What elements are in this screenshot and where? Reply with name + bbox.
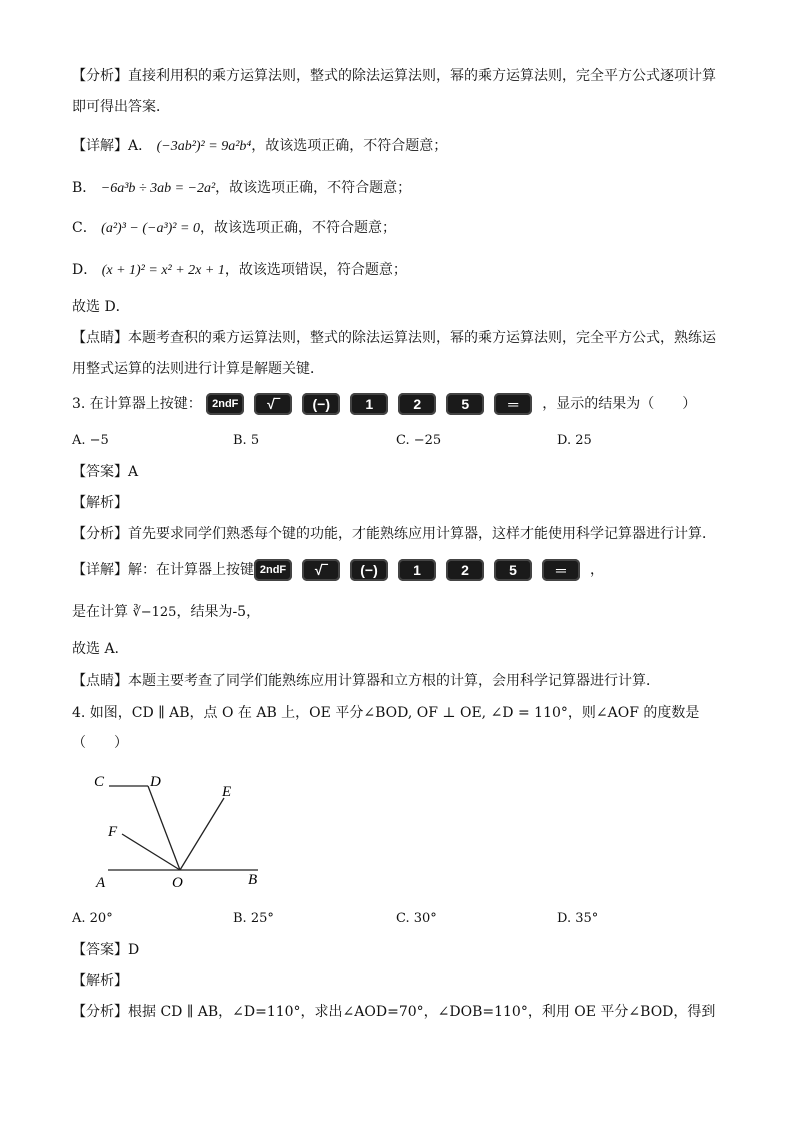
option-a-text: ，故该选项正确，不符合题意； [251, 138, 448, 154]
answer-value: A [128, 464, 139, 480]
option-c-text: ，故该选项正确，不符合题意； [199, 220, 396, 236]
q4-analysis [72, 1002, 722, 1022]
label-o: O [172, 875, 183, 891]
comment-tag: 【点睛】 [72, 330, 128, 346]
key-negative: (−) [350, 559, 388, 581]
q3-detail-keys [254, 558, 590, 582]
q3-option-c: C. −25 [396, 433, 442, 448]
q3-parse-tag: 【解析】 [72, 495, 128, 511]
option-d-math: (x + 1)² = x² + 2x + 1 [101, 263, 225, 278]
option-d-prefix: D． [72, 262, 98, 278]
option-a-prefix: A． [128, 138, 153, 154]
q4-answer [72, 940, 722, 960]
comment-text: 本题考查积的乘方运算法则，整式的除法运算法则，幂的乘方运算法则，完全平方公式，熟练运 [128, 330, 716, 346]
q3-answer [72, 462, 722, 482]
label-c: C [94, 774, 105, 790]
q3-calc [72, 602, 722, 623]
analysis-tag: 【分析】 [72, 1004, 128, 1020]
key-1: 1 [398, 559, 436, 581]
detail-tag: 【详解】 [72, 138, 128, 154]
key-sqrt: √‾ [254, 393, 292, 415]
detail-option-b [72, 178, 722, 199]
q3-option-d: D. 25 [557, 433, 592, 448]
geometry-figure [88, 764, 278, 894]
q3-stem-prefix: 3. 在计算器上按键： [72, 396, 202, 412]
analysis-text: 首先要求同学们熟悉每个键的功能，才能熟练应用计算器，这样才能使用科学记算器进行计算． [128, 526, 716, 542]
detail-tag: 【详解】 [72, 562, 128, 578]
label-a: A [96, 875, 106, 891]
answer-tag: 【答案】 [72, 464, 128, 480]
detail-option-c [72, 218, 722, 239]
q4-stem-paren: （ ） [72, 735, 128, 751]
q4-stem: 4. 如图，CD ∥ AB，点 O 在 AB 上，OE 平分∠BOD, OF ⊥ OE, ∠D = 110°，则∠AOF 的度数是 [72, 705, 700, 721]
label-b: B [248, 872, 258, 888]
analysis-line-2 [72, 97, 722, 117]
analysis-tag: 【分析】 [72, 526, 128, 542]
detail-option-a [72, 136, 722, 157]
ray-oe [180, 798, 224, 870]
q3-keys [206, 392, 542, 416]
option-b-prefix: B． [72, 180, 97, 196]
q3-detail [72, 558, 722, 582]
q4-option-d: D. 35° [557, 911, 599, 926]
analysis-text: 根据 CD ∥ AB，∠D=110°，求出∠AOD=70°，∠DOB=110°，利用 OE 平分∠BOD，得到 [128, 1004, 716, 1020]
key-2: 2 [446, 559, 484, 581]
detail-prefix: 解：在计算器上按键 [128, 562, 254, 578]
q4-option-a: A. 20° [72, 911, 113, 926]
key-2ndf: 2ndF [206, 393, 244, 415]
option-d-text: ，故该选项错误，符合题意； [224, 262, 407, 278]
calc-suffix: ，结果为-5， [176, 604, 261, 620]
option-b-text: ，故该选项正确，不符合题意； [215, 180, 412, 196]
q4-option-b: B. 25° [233, 911, 274, 926]
q4-option-c: C. 30° [396, 911, 437, 926]
q3-stem [72, 392, 722, 416]
key-2: 2 [398, 393, 436, 415]
label-e: E [222, 784, 232, 800]
answer-value: D [128, 942, 140, 958]
q3-comment [72, 671, 722, 691]
key-equals: ═ [542, 559, 580, 581]
key-negative: (−) [302, 393, 340, 415]
q3-stem-suffix: ，显示的结果为（ ） [542, 396, 697, 412]
analysis-line-1 [72, 66, 722, 86]
comment-tag: 【点睛】 [72, 673, 128, 689]
calc-prefix: 是在计算 [72, 604, 133, 620]
option-c-prefix: C． [72, 220, 97, 236]
option-b-math: −6a³b ÷ 3ab = −2a² [100, 181, 216, 196]
analysis-text: 直接利用积的乘方运算法则，整式的除法运算法则，幂的乘方运算法则，完全平方公式逐项计算 [128, 68, 716, 84]
key-2ndf: 2ndF [254, 559, 292, 581]
label-d: D [150, 774, 161, 790]
q3-option-a: A. −5 [72, 433, 109, 448]
key-5: 5 [446, 393, 484, 415]
ray-of [122, 834, 180, 870]
segment-od [148, 786, 180, 870]
analysis-tag: 【分析】 [72, 68, 128, 84]
answer-tag: 【答案】 [72, 942, 128, 958]
key-1: 1 [350, 393, 388, 415]
comment-line-1 [72, 328, 722, 348]
analysis-text-cont: 即可得出答案． [72, 99, 170, 115]
key-sqrt: √‾ [302, 559, 340, 581]
option-c-math: (a²)³ − (−a³)² = 0 [101, 221, 200, 236]
label-f: F [108, 824, 118, 840]
cube-root-expression: ∛−125 [132, 605, 177, 620]
q4-parse-tag: 【解析】 [72, 973, 128, 989]
q3-option-b: B. 5 [233, 433, 260, 448]
key-equals: ═ [494, 393, 532, 415]
detail-suffix: ， [590, 562, 604, 578]
key-5: 5 [494, 559, 532, 581]
option-a-math: (−3ab²)² = 9a²b⁴ [156, 139, 252, 154]
q3-choose: 故选 A. [72, 641, 120, 657]
comment-line-2: 用整式运算的法则进行计算是解题关键． [72, 361, 324, 377]
choose-line: 故选 D． [72, 299, 130, 315]
comment-text: 本题主要考查了同学们能熟练应用计算器和立方根的计算，会用科学记算器进行计算． [128, 673, 660, 689]
q3-analysis [72, 524, 722, 544]
detail-option-d [72, 260, 722, 281]
